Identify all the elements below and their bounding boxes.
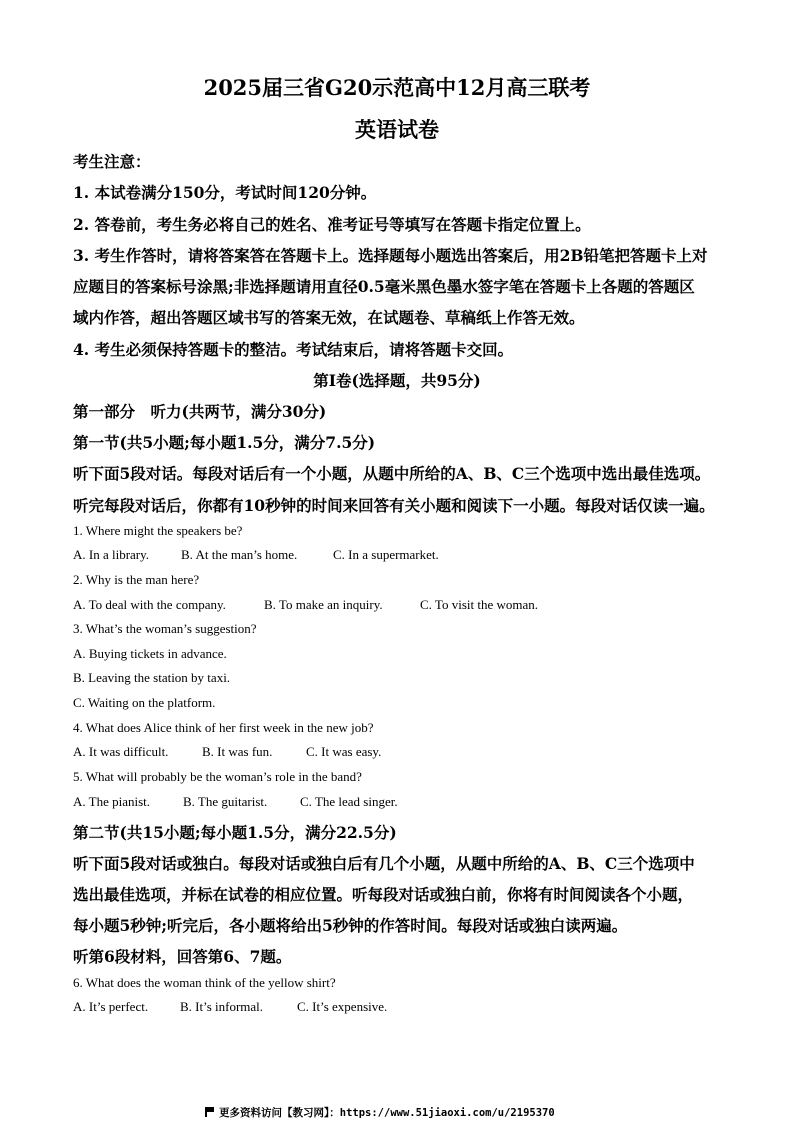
- question-text: 3. What’s the woman’s suggestion?: [73, 621, 257, 636]
- option: A. In a library.: [73, 547, 150, 562]
- note-item: 域内作答，超出答题区域书写的答案无效，在试题卷、草稿纸上作答无效。: [73, 308, 585, 327]
- option: B. Leaving the station by taxi.: [73, 670, 231, 685]
- option-row: [73, 547, 439, 563]
- option-row: [73, 999, 388, 1015]
- question-text: 6. What does the woman think of the yellow shirt?: [73, 975, 336, 990]
- option: C. Waiting on the platform.: [73, 695, 216, 710]
- option: B. It’s informal.: [180, 999, 264, 1014]
- question-text: 5. What will probably be the woman’s role in the band?: [73, 769, 362, 784]
- flag-icon: [205, 1107, 215, 1117]
- volume-heading: 第Ⅰ卷(选择题，共95分): [313, 371, 481, 390]
- option: A. It’s perfect.: [73, 999, 149, 1014]
- question-text: 4. What does Alice think of her first week in the new job?: [73, 720, 374, 735]
- note-item: 4. 考生必须保持答题卡的整洁。考试结束后，请将答题卡交回。: [73, 340, 514, 359]
- note-item: 2. 答卷前，考生务必将自己的姓名、准考证号等填写在答题卡指定位置上。: [73, 215, 591, 234]
- option: A. The pianist.: [73, 794, 151, 809]
- section1-heading: 第一节(共5小题;每小题1.5分，满分7.5分): [73, 433, 376, 452]
- exam-subtitle: 英语试卷: [355, 117, 439, 142]
- option: B. The guitarist.: [183, 794, 268, 809]
- note-item: 应题目的答案标号涂黑;非选择题请用直径0.5毫米黑色墨水签字笔在答题卡上各题的答题区: [73, 277, 695, 296]
- option-row: [73, 794, 398, 810]
- option: C. It’s expensive.: [297, 999, 388, 1014]
- exam-title: 2025届三省G20示范高中12月高三联考: [203, 75, 591, 100]
- section1-instruction: 听完每段对话后，你都有10秒钟的时间来回答有关小题和阅读下一小题。每段对话仅读一遍。: [73, 496, 715, 515]
- option: C. To visit the woman.: [420, 597, 539, 612]
- part1-heading: 第一部分 听力(共两节，满分30分): [73, 402, 327, 421]
- option: B. To make an inquiry.: [264, 597, 383, 612]
- option: C. In a supermarket.: [333, 547, 439, 562]
- section1-instruction: 听下面5段对话。每段对话后有一个小题，从题中所给的A、B、C三个选项中选出最佳选项。: [73, 464, 711, 483]
- option: C. The lead singer.: [300, 794, 398, 809]
- option: A. Buying tickets in advance.: [73, 646, 227, 661]
- footer-link[interactable]: [205, 1105, 555, 1120]
- section2-instruction: 选出最佳选项，并标在试卷的相应位置。听每段对话或独白前，你将有时间阅读各个小题，: [73, 885, 694, 904]
- option: C. It was easy.: [306, 744, 382, 759]
- option: B. It was fun.: [202, 744, 273, 759]
- question-text: 1. Where might the speakers be?: [73, 523, 243, 538]
- section2-instruction: 听下面5段对话或独白。每段对话或独白后有几个小题，从题中所给的A、B、C三个选项中: [73, 854, 695, 873]
- section2-instruction: 每小题5秒钟;听完后，各小题将给出5秒钟的作答时间。每段对话或独白读两遍。: [73, 916, 628, 935]
- option-row: [73, 744, 382, 760]
- section2-heading: 第二节(共15小题;每小题1.5分，满分22.5分): [73, 823, 397, 842]
- option-row: [73, 597, 539, 613]
- note-item: 3. 考生作答时，请将答案答在答题卡上。选择题每小题选出答案后，用2B铅笔把答题卡上对: [73, 246, 708, 265]
- material-heading: 听第6段材料，回答第6、7题。: [73, 947, 292, 966]
- option: B. At the man’s home.: [181, 547, 298, 562]
- notes-heading: 考生注意：: [73, 152, 151, 171]
- note-item: 1. 本试卷满分150分，考试时间120分钟。: [73, 183, 377, 202]
- option: A. It was difficult.: [73, 744, 169, 759]
- question-text: 2. Why is the man here?: [73, 572, 200, 587]
- option: A. To deal with the company.: [73, 597, 226, 612]
- footer-text: 更多资料访问【教习网】：https://www.51jiaoxi.com/u/2195370: [219, 1107, 555, 1119]
